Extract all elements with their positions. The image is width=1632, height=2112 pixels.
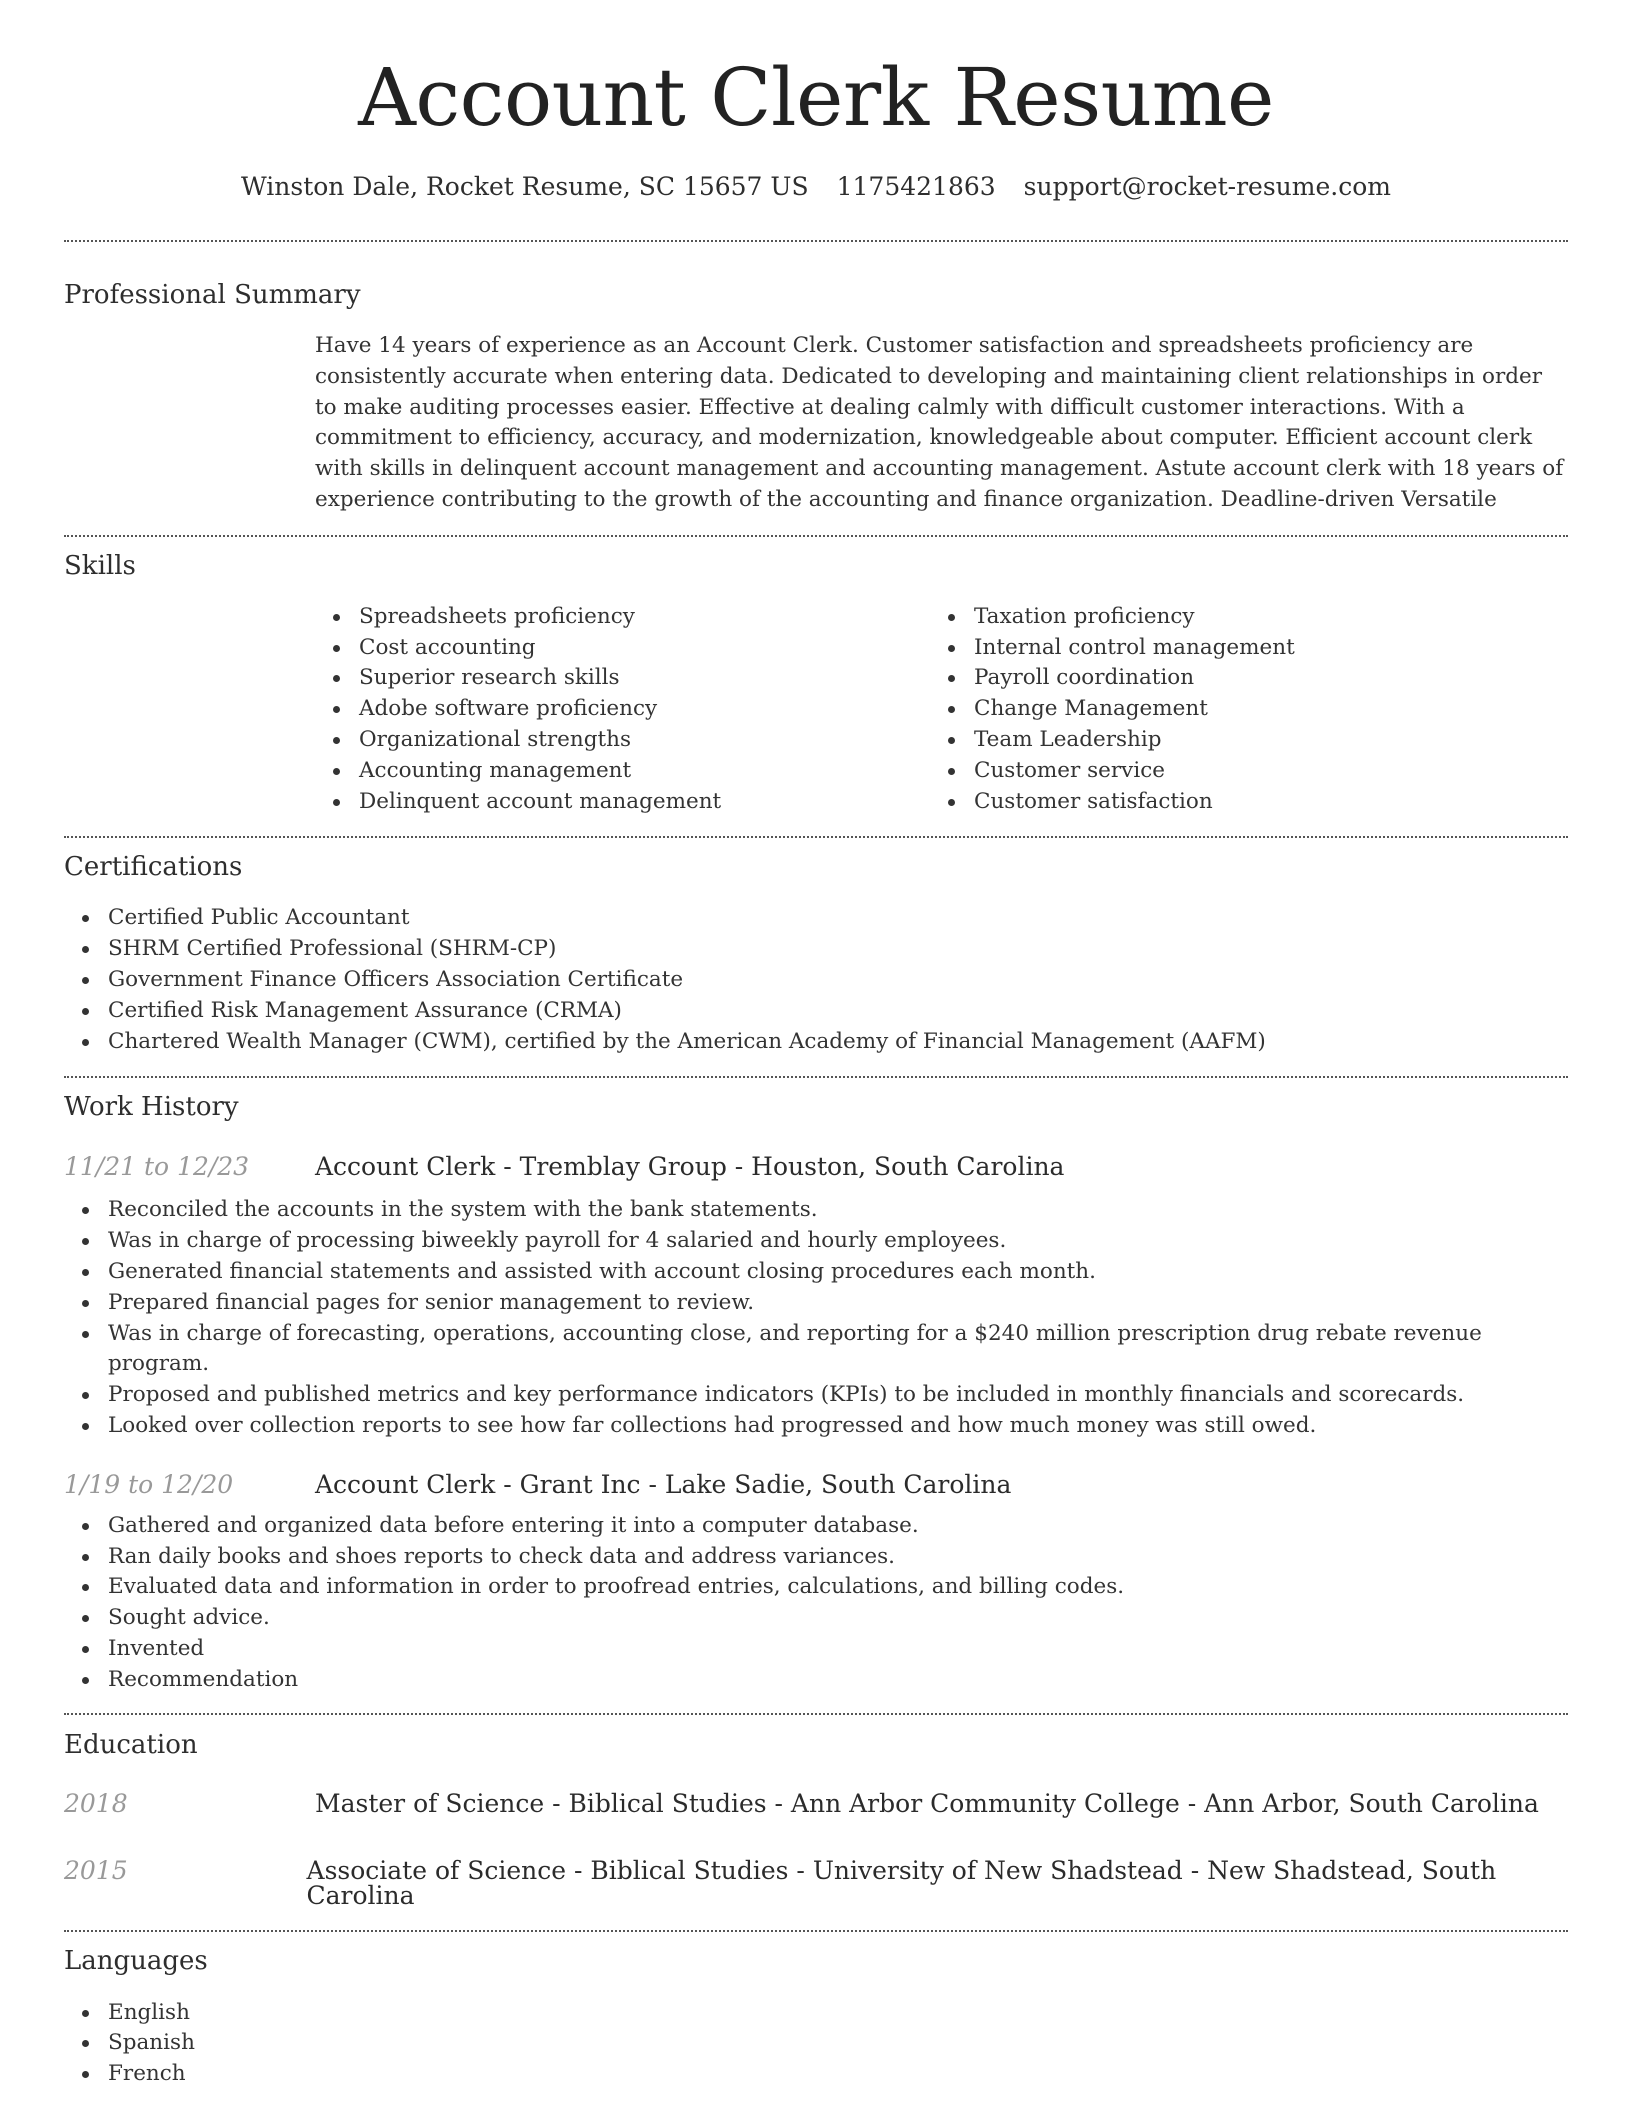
job-duty-item: Gathered and organized data before entering it into a computer database. — [64, 1511, 1568, 1542]
education-degree: Associate of Science - Biblical Studies - University of New Shadstead - New Shadstead, South Carolina — [306, 1855, 1497, 1910]
job-duty-item: Proposed and published metrics and key performance indicators (KPIs) to be included in monthly financials and scorecards. — [64, 1380, 1568, 1411]
skill-item: Payroll coordination — [930, 663, 1545, 694]
certification-item: Chartered Wealth Manager (CWM), certified by the American Academy of Financial Management (AAFM) — [64, 1027, 1568, 1058]
skill-item: Accounting management — [315, 756, 930, 787]
job-duty-item: Ran daily books and shoes reports to check data and address variances. — [64, 1542, 1568, 1573]
certification-item: SHRM Certified Professional (SHRM-CP) — [64, 934, 1568, 965]
skills-heading: Skills — [64, 550, 136, 581]
resume-title: Account Clerk Resume — [358, 51, 1274, 144]
skills-right-column — [930, 602, 1545, 818]
education-year: 2018 — [64, 1788, 128, 1818]
job-duty-item: Evaluated data and information in order to proofread entries, calculations, and billing codes. — [64, 1572, 1568, 1603]
skill-item: Superior research skills — [315, 663, 930, 694]
skill-item: Taxation proficiency — [930, 602, 1545, 633]
languages-heading: Languages — [64, 1945, 208, 1976]
skill-item: Adobe software proficiency — [315, 694, 930, 725]
education-degree: Master of Science - Biblical Studies - Ann Arbor Community College - Ann Arbor, South Carolina — [315, 1788, 1539, 1818]
education-entry — [64, 1788, 1568, 1818]
resume-page — [64, 0, 1568, 2090]
section-divider — [64, 240, 1568, 242]
summary-heading: Professional Summary — [64, 280, 361, 310]
summary-text: Have 14 years of experience as an Account Clerk. Customer satisfaction and spreadsheets proficiency are consistently accurate when entering data. Dedicated to developing and maintaining client relationships in order to make auditing processes easier. Effective at dealing calmly with difficult customer interactions. With a commitment to efficiency, accuracy, and modernization, knowledgeable about computer. Efficient account clerk with skills in delinquent account management and accounting management. Astute account clerk with 18 years of experience contributing to the growth of the accounting and finance organization. Deadline-driven Versatile — [315, 333, 1564, 512]
job-duty-item: Was in charge of forecasting, operations, accounting close, and reporting for a $240 million prescription drug rebate revenue program. — [64, 1319, 1568, 1381]
contact-phone: 1175421863 — [836, 172, 996, 201]
skill-item: Cost accounting — [315, 633, 930, 664]
job-entry-header — [64, 1469, 1568, 1499]
skills-left-column — [315, 602, 930, 818]
job-duty-item: Recommendation — [64, 1665, 1568, 1696]
job-dates: 11/21 to 12/23 — [64, 1152, 250, 1182]
job-duty-item: Invented — [64, 1634, 1568, 1665]
certifications-list — [64, 903, 1568, 1057]
job-duty-item: Sought advice. — [64, 1603, 1568, 1634]
job-title: Account Clerk - Grant Inc - Lake Sadie, South Carolina — [315, 1469, 1012, 1499]
certifications-heading: Certifications — [64, 852, 243, 883]
job-entry-header — [64, 1152, 1568, 1182]
section-divider — [64, 836, 1568, 838]
job-duty-item: Looked over collection reports to see how far collections had progressed and how much money was still owed. — [64, 1411, 1568, 1442]
skill-item: Spreadsheets proficiency — [315, 602, 930, 633]
certification-item: Certified Public Accountant — [64, 903, 1568, 934]
skill-item: Change Management — [930, 694, 1545, 725]
languages-list — [64, 1998, 1568, 2090]
skills-list — [315, 602, 1568, 818]
skill-item: Customer satisfaction — [930, 787, 1545, 818]
education-heading: Education — [64, 1729, 198, 1760]
education-year: 2015 — [64, 1855, 128, 1885]
job-title: Account Clerk - Tremblay Group - Houston, South Carolina — [315, 1152, 1065, 1182]
job-duties-list — [64, 1511, 1568, 1696]
contact-address: Winston Dale, Rocket Resume, SC 15657 US — [241, 172, 809, 201]
language-item: Spanish — [64, 2028, 1568, 2059]
section-divider — [64, 1930, 1568, 1932]
section-divider — [64, 1713, 1568, 1715]
job-duty-item: Reconciled the accounts in the system with the bank statements. — [64, 1195, 1568, 1226]
education-entry — [64, 1855, 1568, 1910]
skill-item: Delinquent account management — [315, 787, 930, 818]
skill-item: Customer service — [930, 756, 1545, 787]
skill-item: Internal control management — [930, 633, 1545, 664]
certification-item: Certified Risk Management Assurance (CRMA) — [64, 996, 1568, 1027]
language-item: English — [64, 1998, 1568, 2029]
language-item: French — [64, 2059, 1568, 2090]
job-dates: 1/19 to 12/20 — [64, 1469, 234, 1499]
work-history-heading: Work History — [64, 1092, 239, 1123]
job-duty-item: Generated financial statements and assisted with account closing procedures each month. — [64, 1257, 1568, 1288]
job-duties-list — [64, 1195, 1568, 1441]
job-duty-item: Prepared financial pages for senior management to review. — [64, 1288, 1568, 1319]
skill-item: Organizational strengths — [315, 725, 930, 756]
skill-item: Team Leadership — [930, 725, 1545, 756]
section-divider — [64, 1076, 1568, 1078]
contact-line — [64, 140, 1568, 210]
contact-email[interactable]: support@rocket-resume.com — [1023, 172, 1391, 201]
section-divider — [64, 535, 1568, 537]
job-duty-item: Was in charge of processing biweekly payroll for 4 salaried and hourly employees. — [64, 1226, 1568, 1257]
certification-item: Government Finance Officers Association Certificate — [64, 965, 1568, 996]
